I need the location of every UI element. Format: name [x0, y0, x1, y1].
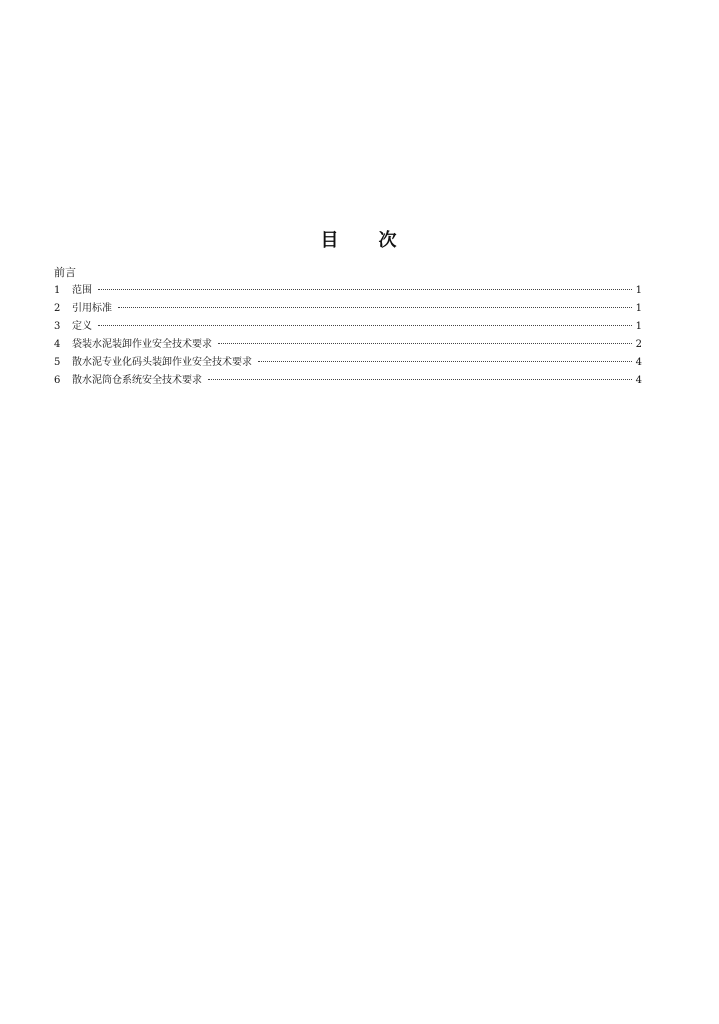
toc-entry-number: 3	[54, 321, 61, 332]
toc-preface[interactable]: 前言	[54, 266, 76, 279]
title-char-1: 目	[320, 230, 341, 251]
toc-entry-page: 1	[635, 303, 642, 314]
toc-entry-label: 散水泥专业化码头装卸作业安全技术要求	[72, 357, 252, 368]
toc-entry-number: 2	[54, 303, 61, 314]
toc-entry-page: 4	[635, 357, 642, 368]
toc-entry-number: 6	[54, 375, 61, 386]
toc-leader-dots	[218, 343, 632, 344]
toc-entry-page: 1	[635, 285, 642, 296]
toc-entry[interactable]	[54, 300, 642, 318]
toc-entry[interactable]	[54, 318, 642, 336]
toc-leader-dots	[208, 379, 632, 380]
toc-entry-label: 范围	[72, 285, 92, 296]
toc-entry-number: 5	[54, 357, 61, 368]
toc-entry-number: 4	[54, 339, 61, 350]
title-char-2: 次	[378, 230, 399, 251]
toc-entry[interactable]	[54, 372, 642, 390]
toc-entry-page: 2	[635, 339, 642, 350]
toc-entry-label: 袋装水泥装卸作业安全技术要求	[72, 339, 212, 350]
toc-entry-label: 定义	[72, 321, 92, 332]
toc-leader-dots	[98, 325, 632, 326]
toc-entry[interactable]	[54, 282, 642, 300]
toc-title	[0, 226, 719, 252]
toc-entry-page: 4	[635, 375, 642, 386]
toc-entry[interactable]	[54, 336, 642, 354]
toc-entry[interactable]	[54, 354, 642, 372]
toc-leader-dots	[258, 361, 632, 362]
toc-leader-dots	[98, 289, 632, 290]
toc-entry-label: 散水泥筒仓系统安全技术要求	[72, 375, 202, 386]
toc-entry-page: 1	[635, 321, 642, 332]
toc-entry-number: 1	[54, 285, 61, 296]
toc-entry-label: 引用标准	[72, 303, 112, 314]
toc-leader-dots	[118, 307, 632, 308]
table-of-contents	[54, 264, 642, 390]
